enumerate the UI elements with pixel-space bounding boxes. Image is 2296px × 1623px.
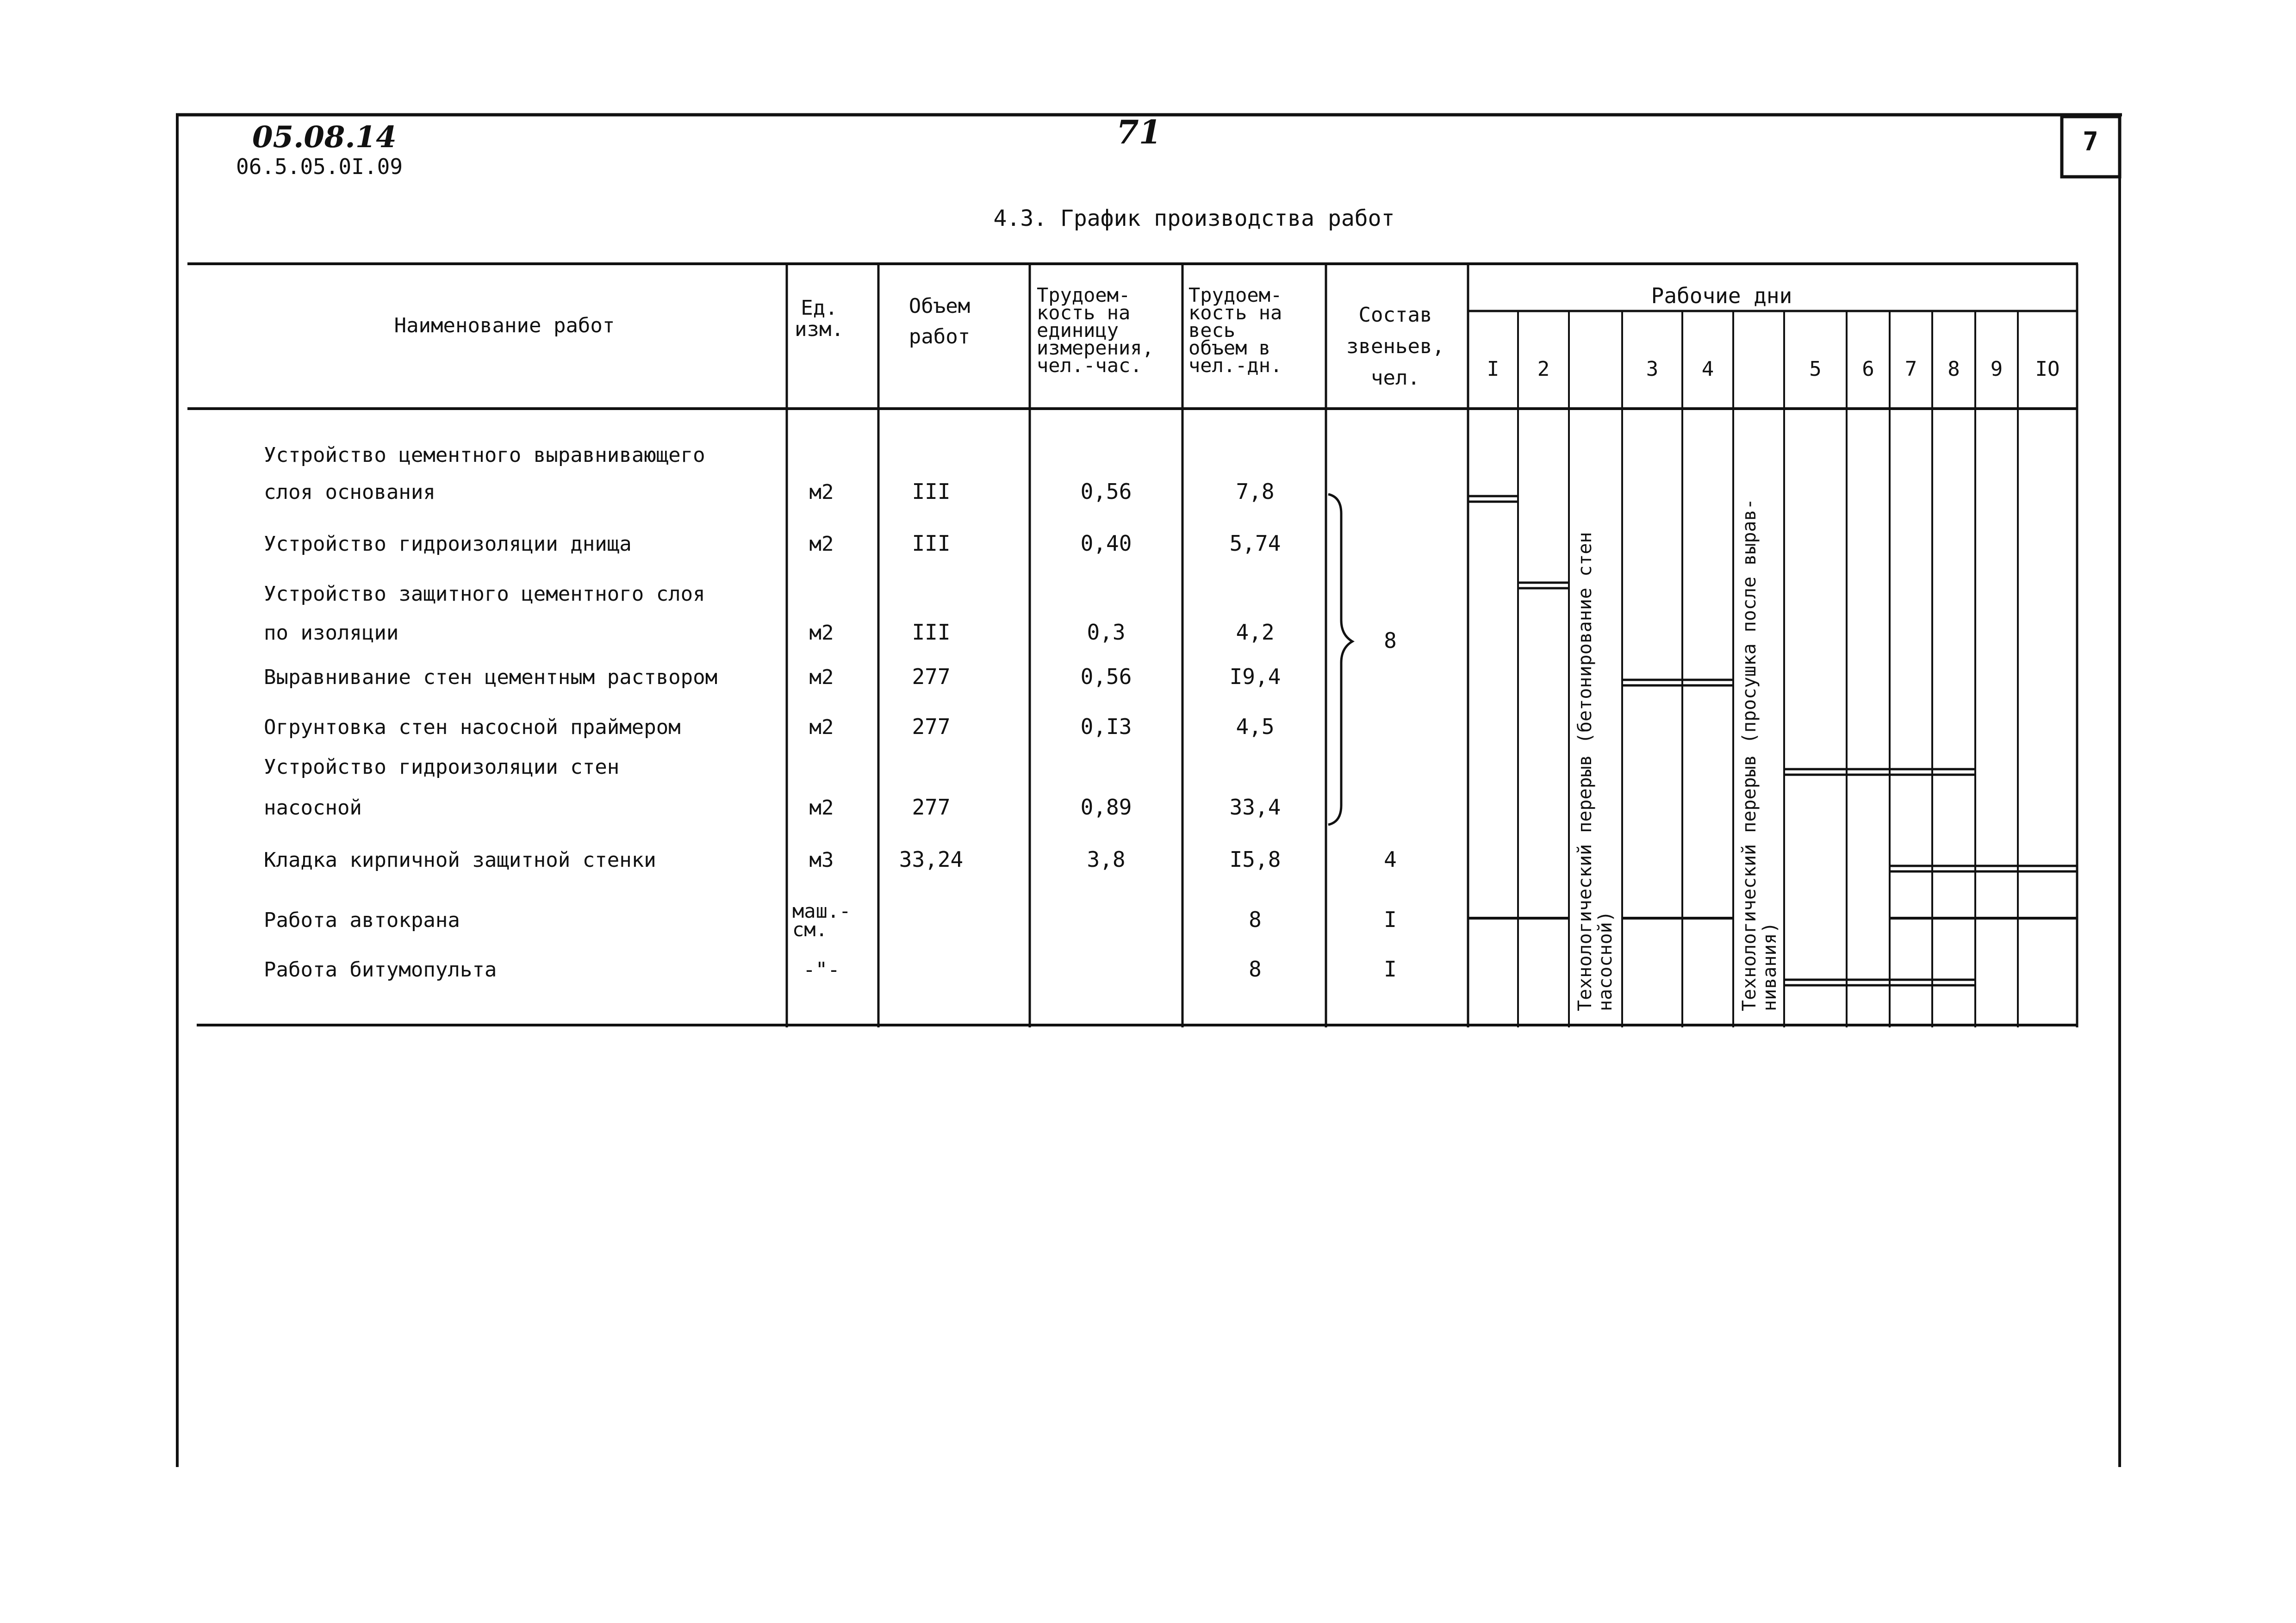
day-label: 9 bbox=[1990, 357, 2003, 381]
row-unit: -"- bbox=[803, 958, 840, 982]
row-name: Работа битумопульта bbox=[264, 958, 497, 982]
row-volume: 33,24 bbox=[899, 847, 964, 872]
row-unit: м2 bbox=[809, 480, 834, 504]
table-row bbox=[264, 755, 1281, 820]
col-header-crew-line: звеньев, bbox=[1346, 335, 1444, 358]
row-labor-unit: 0,3 bbox=[1087, 620, 1126, 645]
row-unit: м2 bbox=[809, 715, 834, 739]
row-name: Выравнивание стен цементным раствором bbox=[264, 665, 718, 689]
crew-group-value: 8 bbox=[1384, 628, 1397, 653]
col-header-volume-line: Объем bbox=[908, 294, 971, 318]
row-volume: 277 bbox=[912, 664, 951, 689]
table-row bbox=[264, 900, 1397, 941]
row-unit: м2 bbox=[809, 621, 834, 645]
page-title: 4.3. График производства работ bbox=[993, 205, 1395, 231]
row-unit: см. bbox=[792, 918, 828, 941]
schedule-table-grid bbox=[187, 264, 2078, 1027]
day-label: 3 bbox=[1646, 357, 1659, 381]
col-header-name: Наименование работ bbox=[394, 314, 615, 337]
schedule-bar bbox=[1518, 583, 1569, 588]
row-labor-unit: 0,I3 bbox=[1080, 714, 1132, 739]
row-labor-total: 7,8 bbox=[1236, 479, 1275, 504]
technological-break-label: Технологический перерыв (просушка после вырав- bbox=[1739, 498, 1760, 1011]
row-name: Работа автокрана bbox=[264, 908, 460, 932]
row-labor-total: 5,74 bbox=[1229, 531, 1281, 556]
day-label: 4 bbox=[1701, 357, 1714, 381]
doc-code: 06.5.05.0I.09 bbox=[236, 154, 403, 179]
col-header-labor-total-line: весь bbox=[1188, 319, 1236, 342]
row-name: слоя основания bbox=[264, 480, 436, 504]
row-crew: 4 bbox=[1384, 847, 1397, 872]
schedule-bar bbox=[1890, 866, 2077, 871]
handwritten-page-number: 71 bbox=[1116, 113, 1162, 151]
table-row bbox=[264, 664, 1281, 689]
row-labor-unit: 0,89 bbox=[1080, 795, 1132, 820]
day-label: IO bbox=[2035, 357, 2060, 381]
row-labor-unit: 0,56 bbox=[1080, 664, 1132, 689]
col-header-labor-total-line: объем в bbox=[1188, 336, 1271, 359]
col-header-labor-total-line: Трудоем- bbox=[1188, 284, 1282, 306]
row-unit: м2 bbox=[809, 796, 834, 820]
row-labor-total: I9,4 bbox=[1229, 664, 1281, 689]
row-labor-total: 4,5 bbox=[1236, 714, 1275, 739]
row-labor-unit: 3,8 bbox=[1087, 847, 1126, 872]
row-unit: м3 bbox=[809, 848, 834, 872]
row-labor-total: 4,2 bbox=[1236, 620, 1275, 645]
row-name: Устройство гидроизоляции стен bbox=[264, 755, 620, 779]
col-header-days: Рабочие дни bbox=[1651, 283, 1792, 308]
row-name: Кладка кирпичной защитной стенки bbox=[264, 848, 656, 872]
row-crew: I bbox=[1384, 957, 1397, 982]
row-unit: м2 bbox=[809, 665, 834, 689]
row-labor-total: 33,4 bbox=[1229, 795, 1281, 820]
day-label: 2 bbox=[1537, 357, 1550, 381]
schedule-bar bbox=[1468, 496, 1518, 502]
row-volume: III bbox=[912, 531, 951, 556]
schedule-bar bbox=[1784, 769, 1975, 775]
row-volume: III bbox=[912, 479, 951, 504]
schedule-bar bbox=[1622, 680, 1733, 685]
handwritten-code: 05.08.14 bbox=[252, 120, 397, 155]
col-header-labor-total-line: кость на bbox=[1188, 301, 1282, 324]
row-unit: маш.- bbox=[792, 900, 851, 922]
technological-break-label: насосной) bbox=[1595, 911, 1616, 1011]
row-labor-unit: 0,56 bbox=[1080, 479, 1132, 504]
row-name: по изоляции bbox=[264, 621, 399, 645]
table-row bbox=[264, 443, 1275, 504]
day-label: 6 bbox=[1862, 357, 1874, 381]
col-header-labor-unit-line: кость на bbox=[1037, 301, 1131, 324]
col-header-labor-total-line: чел.-дн. bbox=[1188, 354, 1282, 377]
day-label: 5 bbox=[1809, 357, 1822, 381]
schedule-bar bbox=[1784, 980, 1975, 985]
table-row bbox=[264, 957, 1397, 982]
table-row bbox=[264, 531, 1281, 556]
col-header-unit-line: изм. bbox=[795, 317, 844, 341]
row-volume: 277 bbox=[912, 795, 951, 820]
day-label: 8 bbox=[1948, 357, 1960, 381]
row-name: насосной bbox=[264, 796, 362, 820]
col-header-labor-unit-line: чел.-час. bbox=[1037, 354, 1142, 377]
table-row bbox=[264, 714, 1275, 739]
col-header-labor-unit-line: единицу bbox=[1037, 319, 1119, 342]
crew-group-brace bbox=[1328, 494, 1352, 825]
row-volume: III bbox=[912, 620, 951, 645]
row-labor-total: 8 bbox=[1249, 907, 1262, 932]
table-row bbox=[264, 847, 1397, 872]
col-header-volume-line: работ bbox=[908, 325, 971, 348]
sheet-number: 7 bbox=[2083, 127, 2098, 157]
col-header-labor-unit-line: измерения, bbox=[1037, 336, 1154, 359]
row-name: Устройство защитного цементного слоя bbox=[264, 582, 705, 606]
technological-break-label: Технологический перерыв (бетонирование стен bbox=[1574, 532, 1596, 1011]
day-label: 7 bbox=[1904, 357, 1917, 381]
row-name: Огрунтовка стен насосной праймером bbox=[264, 715, 681, 739]
row-name: Устройство гидроизоляции днища bbox=[264, 532, 632, 556]
row-labor-unit: 0,40 bbox=[1080, 531, 1132, 556]
col-header-unit-line: Ед. bbox=[801, 296, 838, 320]
col-header-crew-line: чел. bbox=[1371, 366, 1420, 390]
row-name: Устройство цементного выравнивающего bbox=[264, 443, 705, 467]
col-header-labor-unit-line: Трудоем- bbox=[1037, 284, 1131, 306]
row-volume: 277 bbox=[912, 714, 951, 739]
technological-break-label: нивания) bbox=[1759, 922, 1780, 1011]
row-crew: I bbox=[1384, 907, 1397, 932]
row-unit: м2 bbox=[809, 532, 834, 556]
row-labor-total: I5,8 bbox=[1229, 847, 1281, 872]
gantt-bars bbox=[1468, 496, 2077, 985]
day-label: I bbox=[1487, 357, 1500, 381]
row-labor-total: 8 bbox=[1249, 957, 1262, 982]
table-row bbox=[264, 582, 1275, 645]
col-header-crew-line: Состав bbox=[1358, 303, 1432, 327]
